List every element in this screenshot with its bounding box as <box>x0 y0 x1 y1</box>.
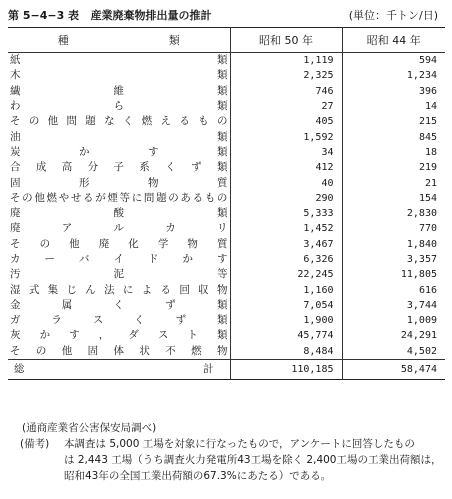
header-category-b: 類 <box>168 34 180 47</box>
row-category-label: 廃 ア ル カ リ <box>10 222 228 235</box>
row-value-2: 219 <box>418 162 437 174</box>
table-number: 第 5−4−3 表 <box>8 9 80 22</box>
table-row <box>8 114 445 129</box>
row-category <box>8 84 230 99</box>
remark-body <box>64 436 444 484</box>
row-value-1: 8,484 <box>230 344 342 360</box>
row-category <box>8 68 230 83</box>
table-row <box>8 221 445 236</box>
row-category <box>8 160 230 175</box>
row-category-label: 金 属 く ず 類 <box>10 298 228 311</box>
table-row <box>8 53 445 69</box>
table-row <box>8 344 445 360</box>
row-category <box>8 53 230 69</box>
row-value-1: 27 <box>230 99 342 114</box>
row-value-2: 2,830 <box>406 208 437 220</box>
header-year-2: 昭和 44 年 <box>342 28 445 53</box>
row-value-2: 845 <box>418 131 437 143</box>
header-category <box>8 28 230 53</box>
row-value-1: 7,054 <box>230 298 342 313</box>
row-value-2: 770 <box>418 223 437 235</box>
remark-label: (備考) <box>20 438 50 450</box>
row-category-label: そ の 他 燃 や せ る が 煙 等 に 問 題 の あ る も の <box>10 191 228 204</box>
table-header <box>8 7 444 25</box>
row-value-2: 24,291 <box>400 330 437 342</box>
row-value-1: 1,119 <box>230 53 342 69</box>
row-value-1: 5,333 <box>230 206 342 221</box>
row-value-2: 396 <box>418 85 437 97</box>
source-note: (通商産業省公害保安局調べ) <box>22 422 157 434</box>
row-value-2: 215 <box>418 116 437 128</box>
remark-note <box>20 436 444 484</box>
row-category-label: 炭 か す 類 <box>10 145 228 158</box>
row-value-2: 14 <box>424 101 437 113</box>
remark-line: 昭和43年の全国工業出荷額の67.3%にあたる）である。 <box>64 470 332 482</box>
row-category-label: 繊 維 類 <box>10 84 228 97</box>
row-category-label: そ の 他 廃 化 学 物 質 <box>10 237 228 250</box>
total-label <box>8 359 230 379</box>
table-row <box>8 175 445 190</box>
footnotes <box>20 420 444 484</box>
row-value-2: 1,009 <box>406 315 437 327</box>
table-row <box>8 84 445 99</box>
row-value-2: 594 <box>418 55 437 67</box>
row-category <box>8 252 230 267</box>
row-value-1: 2,325 <box>230 68 342 83</box>
row-value-2: 4,502 <box>406 345 437 357</box>
row-value-1: 290 <box>230 191 342 206</box>
row-category-label: ガ ラ ス く ず 類 <box>10 314 228 327</box>
row-value-2: 1,840 <box>406 238 437 250</box>
row-value-1: 746 <box>230 84 342 99</box>
header-category-a: 種 <box>57 34 69 47</box>
total-label-b: 計 <box>203 362 214 375</box>
header-row <box>8 28 445 53</box>
row-category <box>8 237 230 252</box>
row-category-label: わ ら 類 <box>10 100 228 113</box>
row-value-1: 3,467 <box>230 237 342 252</box>
row-category-label: 汚 泥 等 <box>10 268 228 281</box>
total-label-a: 総 <box>14 362 25 375</box>
row-value-2: 11,805 <box>400 269 437 281</box>
table-title: 産業廃棄物排出量の推計 <box>90 9 212 22</box>
remark-line: 本調査は 5,000 工場を対象に行なったもので，アンケートに回答したもの <box>64 438 415 450</box>
table-row <box>8 237 445 252</box>
row-category-label: 油 類 <box>10 130 228 143</box>
row-category <box>8 328 230 343</box>
table-row <box>8 313 445 328</box>
row-category <box>8 344 230 360</box>
row-value-2: 154 <box>418 192 437 204</box>
table-row <box>8 282 445 297</box>
row-value-1: 22,245 <box>230 267 342 282</box>
row-category <box>8 206 230 221</box>
row-value-1: 1,900 <box>230 313 342 328</box>
row-value-2: 616 <box>418 284 437 296</box>
row-value-1: 34 <box>230 145 342 160</box>
table-row <box>8 191 445 206</box>
row-value-1: 412 <box>230 160 342 175</box>
row-category <box>8 145 230 160</box>
row-value-1: 405 <box>230 114 342 129</box>
table-row <box>8 129 445 144</box>
row-value-2: 1,234 <box>406 70 437 82</box>
row-value-2: 3,357 <box>406 254 437 265</box>
row-value-1: 1,592 <box>230 129 342 144</box>
row-category-label: 固 形 物 質 <box>10 176 228 189</box>
row-category-label: そ の 他 問 題 な く 燃 え る も の <box>10 115 228 128</box>
table-caption <box>8 7 212 25</box>
row-category-label: 廃 酸 類 <box>10 207 228 220</box>
unit-label: (単位：千トン/日) <box>348 9 438 22</box>
row-value-1: 1,452 <box>230 221 342 236</box>
row-category <box>8 221 230 236</box>
remark-line: は 2,443 工場（うち調査火力発電所43工場を除く 2,400工場の工業出荷額は， <box>64 454 442 466</box>
row-category-label: 紙 類 <box>10 54 228 67</box>
row-value-1: 40 <box>230 175 342 190</box>
table-row <box>8 99 445 114</box>
row-category <box>8 313 230 328</box>
row-value-1: 6,326 <box>230 252 342 267</box>
table-row <box>8 160 445 175</box>
table-row <box>8 145 445 160</box>
row-value-1: 45,774 <box>230 328 342 343</box>
row-category <box>8 99 230 114</box>
row-category <box>8 129 230 144</box>
row-category-label: 合 成 高 分 子 系 く ず 類 <box>10 161 228 174</box>
row-category-label: カ ー バ イ ド か す <box>10 253 228 265</box>
table-row <box>8 267 445 282</box>
row-category-label: 湿 式 集 じ ん 法 に よ る 回 収 物 <box>10 283 228 296</box>
row-category <box>8 175 230 190</box>
total-value-1: 110,185 <box>230 359 342 379</box>
row-category <box>8 267 230 282</box>
table-row <box>8 206 445 221</box>
row-value-2: 21 <box>424 177 437 189</box>
table-row <box>8 298 445 313</box>
row-value-2: 3,744 <box>406 299 437 311</box>
table-row <box>8 328 445 343</box>
row-category-label: 灰 か す ， ダ ス ト 類 <box>10 329 228 342</box>
total-row <box>8 359 445 379</box>
row-category <box>8 298 230 313</box>
row-category <box>8 282 230 297</box>
total-value-2: 58,474 <box>342 359 445 379</box>
header-year-1: 昭和 50 年 <box>230 28 342 53</box>
row-category-label: 木 類 <box>10 69 228 82</box>
row-value-2: 18 <box>424 146 437 158</box>
table-row <box>8 68 445 83</box>
waste-table <box>8 27 445 380</box>
row-category <box>8 191 230 206</box>
row-category <box>8 114 230 129</box>
table-row <box>8 252 445 267</box>
row-category-label: そ の 他 固 体 状 不 燃 物 <box>10 344 228 357</box>
row-value-1: 1,160 <box>230 282 342 297</box>
table-body <box>8 53 445 360</box>
